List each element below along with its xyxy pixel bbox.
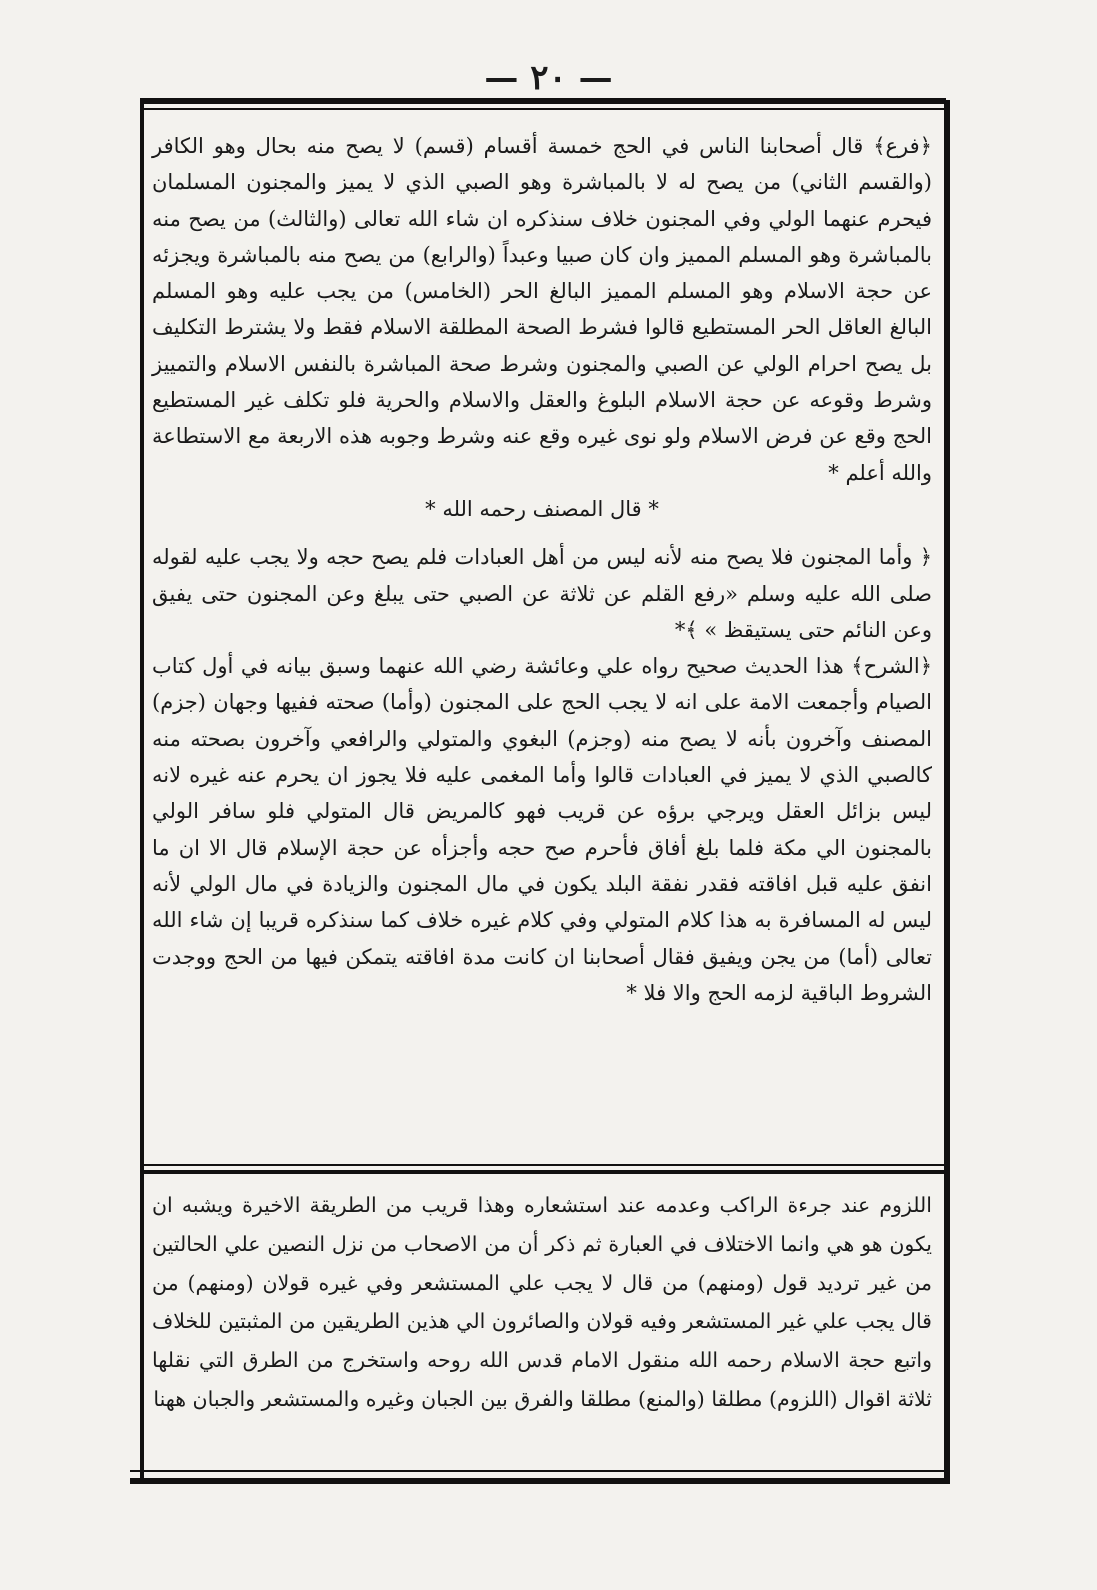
bottom-rule xyxy=(130,1470,950,1484)
main-text-block xyxy=(152,128,932,1011)
footnote-block xyxy=(152,1186,932,1419)
page-number: — ٢٠ — xyxy=(484,58,613,98)
footnote-paragraph: اللزوم عند جرءة الراكب وعدمه عند استشعاره وهذا قريب من الطريقة الاخيرة ويشبه ان يكون هو هي وانما الاختلاف في العبارة ثم ذكر أن من الاصحاب من نزل النصين علي الحالتين من غير ترديد قول (ومنهم) من قال لا يجب علي المستشعر وفي غيره قولان (ومنهم) من قال يجب علي غير المستشعر وفيه قولان والصائرون الي هذين الطريقين من المثبتين للخلاف واتبع حجة الاسلام رحمه الله منقول الامام قدس الله روحه واستخرج من الطرق التي نقلها ثلاثة اقوال (اللزوم) مطلقا (والمنع) مطلقا والفرق بين الجبان وغيره والمستشعر والجبان ههنا xyxy=(152,1193,932,1411)
paragraph-branch: ﴿فرع﴾ قال أصحابنا الناس في الحج خمسة أقسام (قسم) لا يصح منه بحال وهو الكافر (والقسم الثاني) من يصح له لا بالمباشرة وهو الصبي الذي لا يميز والمجنون المسلمان فيحرم عنهما الولي وفي المجنون خلاف سنذكره ان شاء الله تعالى (والثالث) من يصح منه بالمباشرة وهو المسلم المميز وان كان صبيا وعبداً (والرابع) من يصح منه بالمباشرة ويجزئه عن حجة الاسلام وهو المسلم المميز البالغ الحر (الخامس) من يجب عليه وهو المسلم البالغ العاقل الحر المستطيع قالوا فشرط الصحة المطلقة الاسلام فقط ولا يشترط التكليف بل يصح احرام الولي عن الصبي والمجنون وشرط صحة المباشرة بالنفس الاسلام والتمييز وشرط وقوعه عن حجة الاسلام البلوغ والعقل والاسلام والحرية فلو تكلف غير المستطيع الحج وقع عن فرض الاسلام ولو نوى غيره وقع عنه وشرط وجوبه هذه الاربعة مع الاستطاعة والله أعلم * xyxy=(152,134,932,485)
paragraph-matn: ﴿ وأما المجنون فلا يصح منه لأنه ليس من أهل العبادات فلم يصح حجه ولا يجب عليه لقوله صلى الله عليه وسلم «رفع القلم عن ثلاثة عن الصبي حتى يبلغ وعن المجنون حتى يفيق وعن النائم حتى يستيقظ » ﴾* xyxy=(152,545,932,642)
author-heading: * قال المصنف رحمه الله * xyxy=(425,496,659,521)
middle-rule xyxy=(140,1164,946,1174)
paragraph-commentary: ﴿الشرح﴾ هذا الحديث صحيح رواه علي وعائشة رضي الله عنهما وسبق بيانه في أول كتاب الصيام وأجمعت الامة على انه لا يجب الحج على المجنون (وأما) صحته ففيها وجهان (جزم) المصنف وآخرون بأنه لا يصح منه (وجزم) البغوي والمتولي والرافعي وآخرون بصحته منه كالصبي الذي لا يميز في العبادات قالوا وأما المغمى عليه فلا يجوز ان يحرم عنه غيره لانه ليس بزائل العقل ويرجي برؤه عن قريب فهو كالمريض قال المتولي فلو سافر الولي بالمجنون الي مكة فلما بلغ أفاق فأحرم صح حجه وأجزأه عن حجة الإسلام قال الا ان ما انفق عليه قبل افاقته فقدر نفقة البلد يكون في مال المجنون والزيادة في مال الولي لأنه ليس له المسافرة به هذا كلام المتولي وفي كلام غيره خلاف كما سنذكره قريبا إن شاء الله تعالى (أما) من يجن ويفيق فقال أصحابنا ان كانت مدة افاقته يتمكن فيها من الحج ووجدت الشروط الباقية لزمه الحج والا فلا * xyxy=(152,654,932,1005)
